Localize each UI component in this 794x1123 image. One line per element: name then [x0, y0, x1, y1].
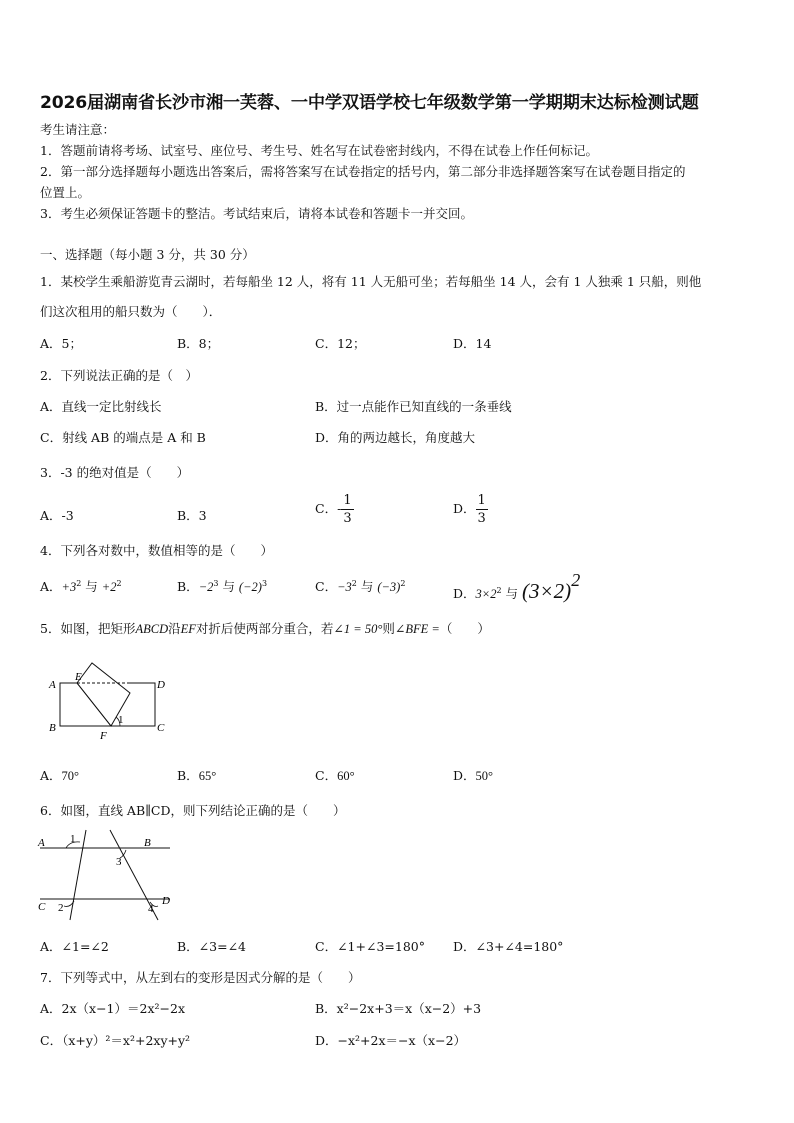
q5-condition: ∠1 = 50° — [333, 622, 383, 636]
q6-option-c: C．∠1+∠3=180° — [315, 939, 425, 954]
q7-option-c: C．（x+y）²＝x²+2xy+y² — [40, 1033, 191, 1048]
q5-label-e: E — [75, 671, 82, 683]
q5-option-a-value: 70° — [61, 769, 80, 783]
q1-option-a: A．5； — [40, 336, 82, 351]
q3-option-d — [453, 494, 488, 525]
q4-option-c-right-exponent: 2 — [400, 579, 406, 588]
q5-option-d-value: 50° — [475, 769, 494, 783]
q7-option-d: D．−x²+2x＝−x（x−2） — [315, 1033, 467, 1048]
q4-option-a-left: +3 — [61, 580, 77, 594]
q5-label-angle-1: 1 — [118, 714, 124, 726]
q3-option-c-label: C． — [315, 501, 338, 516]
q7-option-a: A．2x（x−1）＝2x²−2x — [40, 1001, 185, 1016]
q6-label-2: 2 — [58, 902, 64, 914]
section-heading: 一、选择题（每小题 3 分，共 30 分） — [40, 247, 255, 262]
q5-asked-angle: ∠BFE = — [394, 622, 440, 636]
q5-label-a: A — [49, 679, 56, 691]
q5-label-c: C — [157, 722, 165, 734]
q4-option-c-connector: 与 — [356, 579, 378, 594]
q3-stem: 3．-3 的绝对值是（ ） — [40, 465, 190, 480]
q6-label-a: A — [38, 837, 45, 849]
q5-stem-part-3: 对折后使两部分重合，若 — [195, 621, 334, 636]
q3-option-c-denominator: 3 — [343, 511, 352, 526]
q5-stem — [40, 619, 490, 637]
q7-option-b: B．x²−2x+3＝x（x−2）+3 — [315, 1001, 482, 1016]
q5-stem-part-4: 则 — [382, 621, 395, 636]
q3-option-d-numerator: 1 — [477, 493, 486, 508]
q1-stem-a: 1．某校学生乘船游览青云湖时，若每船坐 12 人，将有 11 人无船可坐；若每船坐 14 人，会有 1 人独乘 1 只船，则他 — [40, 274, 702, 289]
q4-stem: 4．下列各对数中，数值相等的是（ ） — [40, 543, 273, 558]
notice-item-1: 1．答题前请将考场、试室号、座位号、考生号、姓名写在试卷密封线内，不得在试卷上作任何标记。 — [40, 143, 598, 158]
q6-label-b: B — [144, 837, 151, 849]
q1-stem-b: 们这次租用的船只数为（ ）． — [40, 304, 222, 319]
q6-option-a: A．∠1=∠2 — [40, 939, 109, 954]
q4-option-c-left-exponent: 2 — [351, 579, 357, 588]
q3-option-d-fraction — [476, 494, 488, 525]
q3-option-d-denominator: 3 — [477, 511, 486, 526]
q5-fold-line: EF — [180, 622, 196, 636]
q2-option-b: B．过一点能作已知直线的一条垂线 — [315, 399, 512, 414]
q5-option-b-label: B． — [177, 768, 199, 783]
q4-option-b — [177, 577, 267, 595]
notice-item-2b: 位置上。 — [40, 185, 91, 200]
q4-option-d-label: D． — [453, 586, 476, 601]
q6-stem: 6．如图，直线 AB∥CD，则下列结论正确的是（ ） — [40, 803, 346, 818]
q4-option-b-right-exponent: 3 — [261, 579, 268, 588]
q7-stem: 7．下列等式中，从左到右的变形是因式分解的是（ ） — [40, 970, 361, 985]
q6-label-d: D — [162, 895, 170, 907]
notice-heading: 考生请注意： — [40, 122, 116, 137]
q4-option-d-right-exponent: 2 — [571, 570, 581, 590]
q5-figure — [40, 655, 180, 745]
q4-option-a-left-exponent: 2 — [76, 579, 82, 588]
q2-stem: 2．下列说法正确的是（ ） — [40, 368, 198, 383]
q5-option-a-label: A． — [40, 768, 62, 783]
q6-option-b: B．∠3=∠4 — [177, 939, 247, 954]
notice-item-2a: 2．第一部分选择题每小题选出答案后，需将答案写在试卷指定的括号内，第二部分非选择题答案写在试卷题目指定的 — [40, 164, 686, 179]
q1-option-c: C．12； — [315, 336, 366, 351]
q4-option-d-right: (3×2) — [522, 579, 572, 603]
q2-option-c: C．射线 AB 的端点是 A 和 B — [40, 430, 206, 445]
q3-option-b: B．3 — [177, 508, 207, 523]
q5-rectangle-name: ABCD — [135, 622, 169, 636]
q4-option-c-left: −3 — [337, 580, 352, 594]
q4-option-a-connector: 与 — [81, 579, 102, 594]
q5-label-b: B — [49, 722, 56, 734]
q1-option-b: B．8； — [177, 336, 220, 351]
q3-option-c-sign: - — [337, 501, 342, 516]
q2-option-d: D．角的两边越长，角度越大 — [315, 430, 476, 445]
q5-option-c — [315, 766, 355, 784]
q4-option-b-label: B． — [177, 579, 199, 594]
q6-label-3: 3 — [116, 856, 122, 868]
q4-option-b-connector: 与 — [218, 579, 239, 594]
q4-option-b-left-exponent: 3 — [213, 579, 219, 588]
q5-option-d-label: D． — [453, 768, 476, 783]
q5-option-a — [40, 766, 79, 784]
q5-stem-part-1: 5．如图，把矩形 — [40, 621, 136, 636]
q1-option-d: D．14 — [453, 336, 492, 351]
q5-option-b-value: 65° — [198, 769, 217, 783]
q3-option-c-fraction — [341, 494, 353, 525]
q6-label-1: 1 — [70, 833, 76, 845]
q4-option-a-right-exponent: 2 — [116, 579, 122, 588]
q5-option-c-label: C． — [315, 768, 338, 783]
q4-option-d-connector: 与 — [501, 586, 523, 601]
q3-option-c-numerator: 1 — [343, 493, 352, 508]
q4-option-a — [40, 577, 122, 595]
q4-option-a-label: A． — [40, 579, 62, 594]
q5-rectangle — [60, 683, 155, 726]
q5-fold-line-ef — [77, 683, 111, 726]
q5-option-d — [453, 766, 493, 784]
q6-option-d: D．∠3+∠4=180° — [453, 939, 564, 954]
q4-option-d-left: 3×2 — [475, 587, 497, 601]
q5-option-c-value: 60° — [337, 769, 355, 783]
q3-option-d-label: D． — [453, 501, 476, 516]
q6-label-c: C — [38, 901, 46, 913]
q5-stem-part-2: 沿 — [168, 621, 181, 636]
q5-stem-part-5: （ ） — [439, 621, 490, 636]
q4-option-a-right: +2 — [101, 580, 117, 594]
q4-option-b-left: −2 — [198, 580, 214, 594]
q2-option-a: A．直线一定比射线长 — [40, 399, 162, 414]
q4-option-d — [453, 570, 580, 604]
q5-option-b — [177, 766, 216, 784]
q4-option-c — [315, 577, 405, 595]
q4-option-c-label: C． — [315, 579, 338, 594]
q3-option-c — [315, 494, 354, 525]
page-title: 2026届湖南省长沙市湘一芙蓉、一中学双语学校七年级数学第一学期期末达标检测试题 — [40, 93, 699, 113]
q3-option-a: A．-3 — [40, 508, 74, 523]
q4-option-d-left-exponent: 2 — [496, 586, 502, 595]
q5-label-d: D — [157, 679, 165, 691]
q6-label-4: 4 — [148, 903, 154, 915]
q4-option-c-right: (−3) — [377, 580, 401, 594]
q5-label-f: F — [100, 730, 107, 742]
q6-figure — [36, 826, 176, 922]
q4-option-b-right: (−2) — [238, 580, 262, 594]
notice-item-3: 3．考生必须保证答题卡的整洁。考试结束后，请将本试卷和答题卡一并交回。 — [40, 206, 473, 221]
